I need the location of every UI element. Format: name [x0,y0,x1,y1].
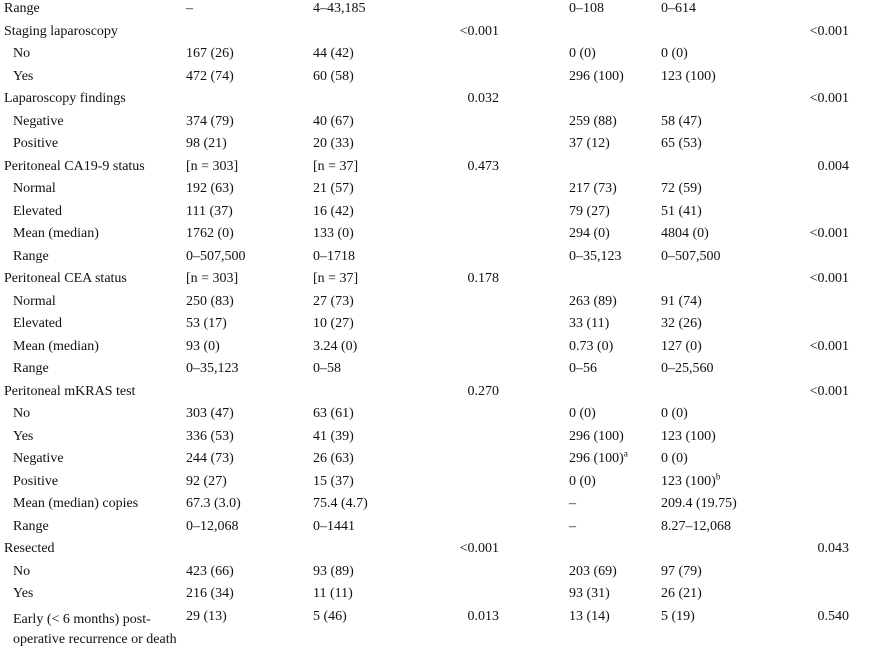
row-label: Range [13,361,49,376]
row-label: Staging laparoscopy [4,23,118,39]
table-cell: 244 (73) [186,451,234,466]
table-cell: 294 (0) [569,226,610,241]
table-cell: 98 (21) [186,136,227,151]
table-cell: 4–43,185 [313,1,366,16]
table-cell: <0.001 [459,23,499,39]
row-label: Peritoneal mKRAS test [4,383,136,399]
row-label: Yes [13,586,34,601]
table-cell: 33 (11) [569,316,610,331]
table-cell: <0.001 [809,23,849,39]
table-cell: 374 (79) [186,113,234,129]
table-cell: 0–614 [661,1,696,16]
table-cell: 111 (37) [186,203,233,219]
table-row [0,43,894,66]
table-cell: 93 (31) [569,586,610,601]
table-cell: 5 (46) [313,608,347,624]
table-cell: 51 (41) [661,203,702,219]
table-row [0,583,894,606]
table-cell: 127 (0) [661,338,702,354]
table-cell: 79 (27) [569,203,610,219]
table-cell: 167 (26) [186,46,234,61]
row-label: Range [13,248,49,264]
table-row [0,471,894,494]
table-cell: 0 (0) [661,451,688,466]
table-cell: 60 (58) [313,68,354,84]
table-cell: 0.013 [467,608,499,624]
row-label: Elevated [13,203,62,219]
row-label: Yes [13,68,34,84]
table-row [0,133,894,156]
table-cell: 44 (42) [313,46,354,61]
row-label: Laparoscopy findings [4,91,126,106]
table-cell: [n = 37] [313,158,359,174]
table-cell: 303 (47) [186,406,234,421]
table-cell: 67.3 (3.0) [186,496,241,511]
table-cell: 0.473 [467,158,499,174]
table-row [0,178,894,201]
row-label: Peritoneal CEA status [4,271,127,286]
table-cell: 32 (26) [661,316,702,331]
table-cell: 0–12,068 [186,518,239,534]
table-cell: 123 (100) [661,428,716,444]
row-label: Yes [13,428,34,444]
table-cell: [n = 303] [186,271,239,286]
table-row [0,66,894,89]
table-cell: 0.540 [817,608,849,624]
table-cell: <0.001 [459,541,499,556]
table-cell: 0 (0) [569,406,596,421]
table-cell: 0.178 [467,271,499,286]
row-label: Normal [13,181,56,196]
table-cell: 58 (47) [661,113,702,129]
table-cell: 192 (63) [186,181,234,196]
table-cell: 250 (83) [186,293,234,309]
table-cell: [n = 37] [313,271,359,286]
table-row [0,156,894,179]
table-cell: <0.001 [809,91,849,106]
table-cell: 217 (73) [569,181,617,196]
table-cell: [n = 303] [186,158,239,174]
table-cell: 72 (59) [661,181,702,196]
table-cell: – [186,1,193,16]
table-cell: 472 (74) [186,68,234,84]
table-cell: 0.043 [817,541,849,556]
table-cell: 53 (17) [186,316,227,331]
row-label: No [13,406,31,421]
table-cell: 296 $(100)^a$ [569,448,628,466]
table-cell: 26 (21) [661,586,702,601]
table-cell: 5 (19) [661,608,695,624]
table-row [0,223,894,246]
table-cell: 0.73 (0) [569,338,614,354]
table-cell: 65 (53) [661,136,702,151]
row-label: Positive [13,473,59,489]
table-row [0,493,894,516]
table-cell: 40 (67) [313,113,354,129]
table-row [0,516,894,539]
table-row [0,336,894,359]
table-cell: 4804 (0) [661,226,709,241]
table-cell: 203 (69) [569,563,617,579]
table-row [0,0,894,21]
table-cell: 27 (73) [313,293,354,309]
table-cell: 0–25,560 [661,361,714,376]
row-label: Mean (median) [13,226,99,241]
table-cell: 0.004 [817,158,849,174]
table-cell: 0–1441 [313,518,355,534]
table-cell: 92 (27) [186,473,227,489]
table-cell: <0.001 [809,383,849,399]
table-cell: <0.001 [809,271,849,286]
table-cell: 93 (89) [313,563,354,579]
table-cell: 0–56 [569,361,597,376]
table-row [0,426,894,449]
table-cell: – [569,496,576,511]
table-row [0,561,894,584]
table-row [0,358,894,381]
table-cell: 75.4 (4.7) [313,496,368,511]
table-cell: 63 (61) [313,406,354,421]
table-cell: 26 (63) [313,451,354,466]
row-label: No [13,563,31,579]
table-cell: 0–35,123 [186,361,239,376]
table-cell: 3.24 (0) [313,338,358,354]
row-label: Negative [13,113,64,129]
table-cell: 0–1718 [313,248,355,264]
table-cell: 97 (79) [661,563,702,579]
row-label: Positive [13,136,59,151]
table-cell: 0 (0) [661,406,688,421]
table-row [0,291,894,314]
table-cell: <0.001 [809,226,849,241]
table-cell: 0 (0) [569,46,596,61]
footnote-marker: b [715,470,721,481]
table-row [0,538,894,561]
table-cell: 296 (100) [569,68,624,84]
table-cell: 0–507,500 [661,248,721,264]
row-label: Range [13,518,49,534]
row-label: Peritoneal CA19-9 status [4,158,145,174]
row-label: Negative [13,451,64,466]
table-cell: – [569,518,576,534]
row-label: Normal [13,293,56,309]
table-cell: 37 (12) [569,136,610,151]
table-cell: 16 (42) [313,203,354,219]
table-row [0,88,894,111]
table-cell: 259 (88) [569,113,617,129]
table-cell: 93 (0) [186,338,220,354]
row-label: Resected [4,541,55,556]
table-cell: 0.032 [467,91,499,106]
table-cell: 0 (0) [661,46,688,61]
table-cell: 10 (27) [313,316,354,331]
table-cell: 0.270 [467,383,499,399]
row-label: Early (< 6 months) post-operative recurrence or death [13,611,177,647]
table-cell: 336 (53) [186,428,234,444]
table-cell: 296 (100) [569,428,624,444]
table-cell: 1762 (0) [186,226,234,241]
table-cell: 21 (57) [313,181,354,196]
footnote-marker: a [623,448,628,459]
table-row [0,111,894,134]
table-cell: 209.4 (19.75) [661,496,737,511]
table-cell: 0–35,123 [569,248,622,264]
table-cell: <0.001 [809,338,849,354]
row-label: Mean (median) copies [13,496,139,511]
row-label: Elevated [13,316,62,331]
table-cell: 20 (33) [313,136,354,151]
row-label: Mean (median) [13,338,99,354]
table-cell: 0 (0) [569,473,596,489]
table-cell: 91 (74) [661,293,702,309]
table-cell: 15 (37) [313,473,354,489]
table-cell: 123 $(100)^b$ [661,470,721,489]
table-cell: 13 (14) [569,608,610,624]
table-cell: 8.27–12,068 [661,518,731,534]
row-label: No [13,46,31,61]
table-cell: 0–507,500 [186,248,246,264]
table-row [0,246,894,269]
table-row [0,268,894,291]
table-cell: 123 (100) [661,68,716,84]
table-row [0,606,894,647]
table-cell: 133 (0) [313,226,354,241]
table-cell: 0–58 [313,361,341,376]
table-row [0,448,894,471]
table-cell: 263 (89) [569,293,617,309]
table-cell: 423 (66) [186,563,234,579]
table-cell: 29 (13) [186,608,227,624]
table-row [0,21,894,44]
table-row [0,403,894,426]
row-label: Range [4,1,40,16]
table-row [0,313,894,336]
table-cell: 11 (11) [313,586,353,601]
table-row [0,201,894,224]
table-cell: 0–108 [569,1,604,16]
table-cell: 216 (34) [186,586,234,601]
table-cell: 41 (39) [313,428,354,444]
table-row [0,381,894,404]
